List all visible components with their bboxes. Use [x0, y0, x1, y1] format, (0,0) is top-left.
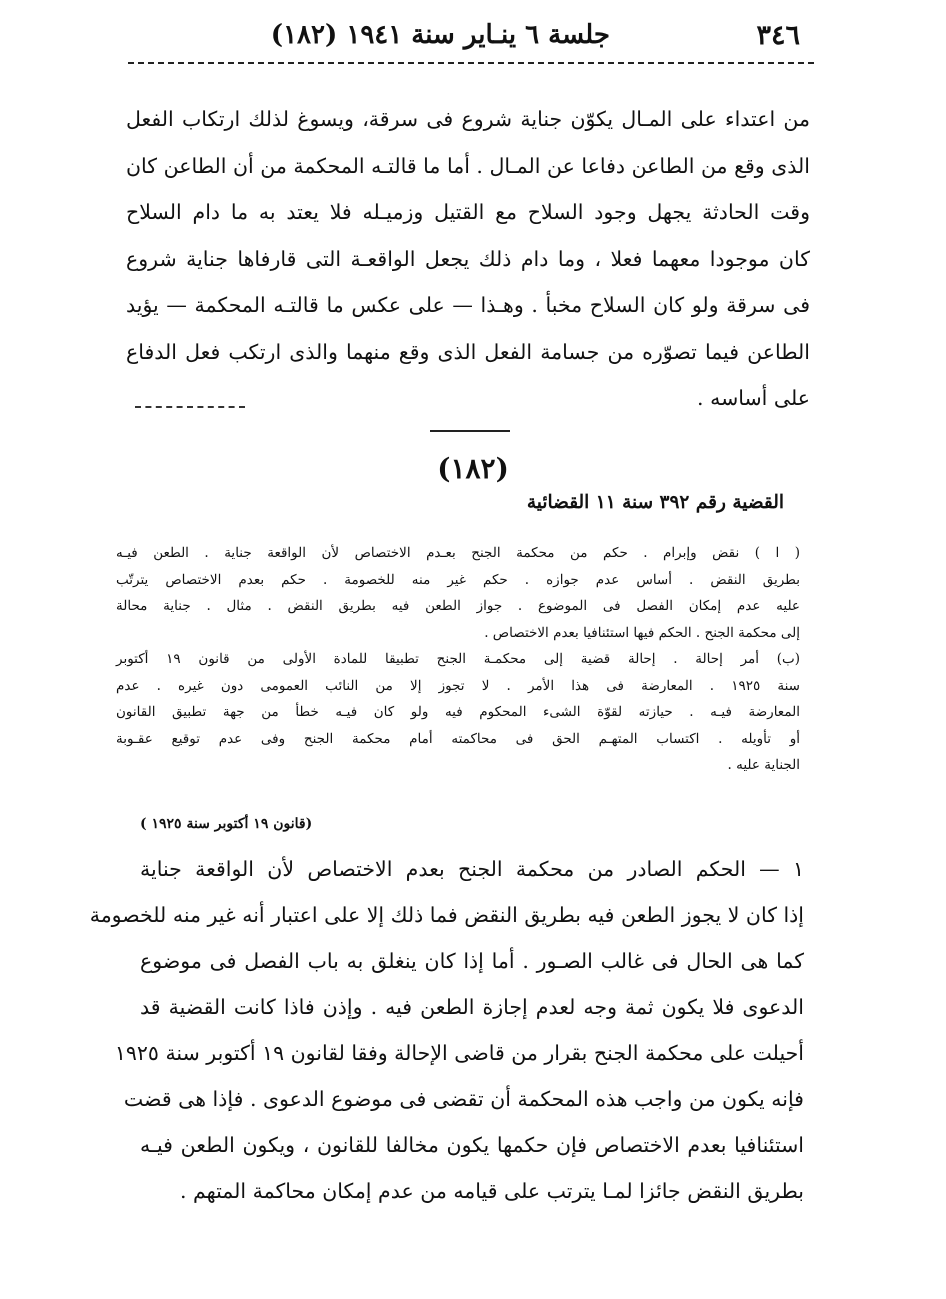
judgment-paragraph [89, 846, 804, 1214]
text-line: على أساسه . [697, 386, 810, 410]
running-header [134, 14, 800, 58]
headnote-line: سنة ١٩٢٥ . المعارضة فى هذا الأمر . لا تجوز إلا من النائب العمومى دون غيره . عدم [116, 677, 800, 694]
intro-paragraph [126, 96, 810, 422]
case-number: (١٨٢) [437, 452, 509, 485]
text-line: فإنه يكون من واجب هذه المحكمة أن تقضى فى موضوع الدعوى . فإذا هى قضت [123, 1087, 804, 1111]
text-line: بطريق النقض جائزا لمـا يترتب على قيامه من عدم إمكان محاكمة المتهم . [180, 1179, 804, 1203]
paragraph-end-rule [135, 406, 245, 408]
text-line: الذى وقع من الطاعن دفاعا عن المـال . أما ما قالتـه المحكمة من أن الطاعن كان [126, 153, 810, 178]
law-reference: (قانون ١٩ أكتوبر سنة ١٩٢٥ ) [140, 816, 313, 832]
headnote-line: المعارضة فيـه . حيازته لقوّة الشىء المحكوم فيه ولو كان فيـه خطأ من جهة تطبيق القانون [116, 704, 800, 720]
headnotes [116, 540, 800, 779]
text-line: الدعوى فلا يكون ثمة وجه لعدم إجازة الطعن فيه . وإذن فاذا كانت القضية قد [140, 995, 804, 1019]
headnote-line: بطريق النقض . أساس عدم جوازه . حكم غير منه للخصومة . حكم بعدم الاختصاص يترتّب [116, 571, 800, 588]
text-line: إذا كان لا يجوز الطعن فيه بطريق النقض فما ذلك إلا على اعتبار أنه غير منه للخصومة [89, 903, 804, 927]
text-line: استئنافيا بعدم الاختصاص فإن حكمها يكون مخالفا للقانون ، ويكون الطعن فيـه [140, 1133, 804, 1157]
headnote-line: أو تأويله . اكتساب المتهـم الحق فى محاكمته أمام محكمة الجنح وفى عدم توقيع عقـوبة [116, 730, 800, 747]
running-title: جلسة ٦ ينـاير سنة ١٩٤١ (١٨٢) [270, 20, 610, 50]
case-title: القضية رقم ٣٩٢ سنة ١١ القضائية [526, 492, 784, 513]
text-line: كان موجودا معهما فعلا ، وما دام ذلك يجعل الواقعـة التى قارفاها جناية شروع [126, 246, 810, 271]
text-line: الطاعن فيما تصوّره من جسامة الفعل الذى وقع منهما والذى ارتكب فعل الدفاع [126, 339, 810, 364]
section-divider [430, 430, 510, 432]
headnote-line: ( ا ) نقض وإبرام . حكم من محكمة الجنح بعـدم الاختصاص لأن الواقعة جناية . الطعن فيـه [116, 545, 800, 561]
text-line: أحيلت على محكمة الجنح بقرار من قاضى الإحالة وفقا لقانون ١٩ أكتوبر سنة ١٩٢٥ [114, 1041, 804, 1065]
text-line: ١ — الحكم الصادر من محكمة الجنح بعدم الاختصاص لأن الواقعة جناية [140, 857, 804, 881]
text-line: كما هى الحال فى غالب الصـور . أما إذا كان ينغلق به باب الفصل فى موضوع [140, 949, 804, 973]
headnote-line: (ب) أمر إحالة . إحالة قضية إلى محكمـة الجنح تطبيقا للمادة الأولى من قانون ١٩ أكتوبر [116, 651, 800, 667]
header-rule [128, 62, 814, 64]
text-line: من اعتداء على المـال يكوّن جناية شروع فى سرقة، ويسوغ لذلك ارتكاب الفعل [126, 107, 810, 131]
page-number: ٣٤٦ [756, 20, 800, 51]
headnote-line: الجناية عليه . [727, 757, 800, 773]
headnote-line: إلى محكمة الجنح . الحكم فيها استئنافيا بعدم الاختصاص . [484, 624, 800, 641]
text-line: وقت الحادثة يجهل وجود السلاح مع القتيل وزميـله فلا يعتد به ما دام السلاح [126, 200, 810, 224]
headnote-line: عليه عدم إمكان الفصل فى الموضوع . جواز الطعن فيه بطريق النقض . مثال . جناية محالة [116, 598, 800, 614]
text-line: فى سرقة ولو كان السلاح مخبأ . وهـذا — على عكس ما قالتـه المحكمة — يؤيد [126, 293, 810, 317]
